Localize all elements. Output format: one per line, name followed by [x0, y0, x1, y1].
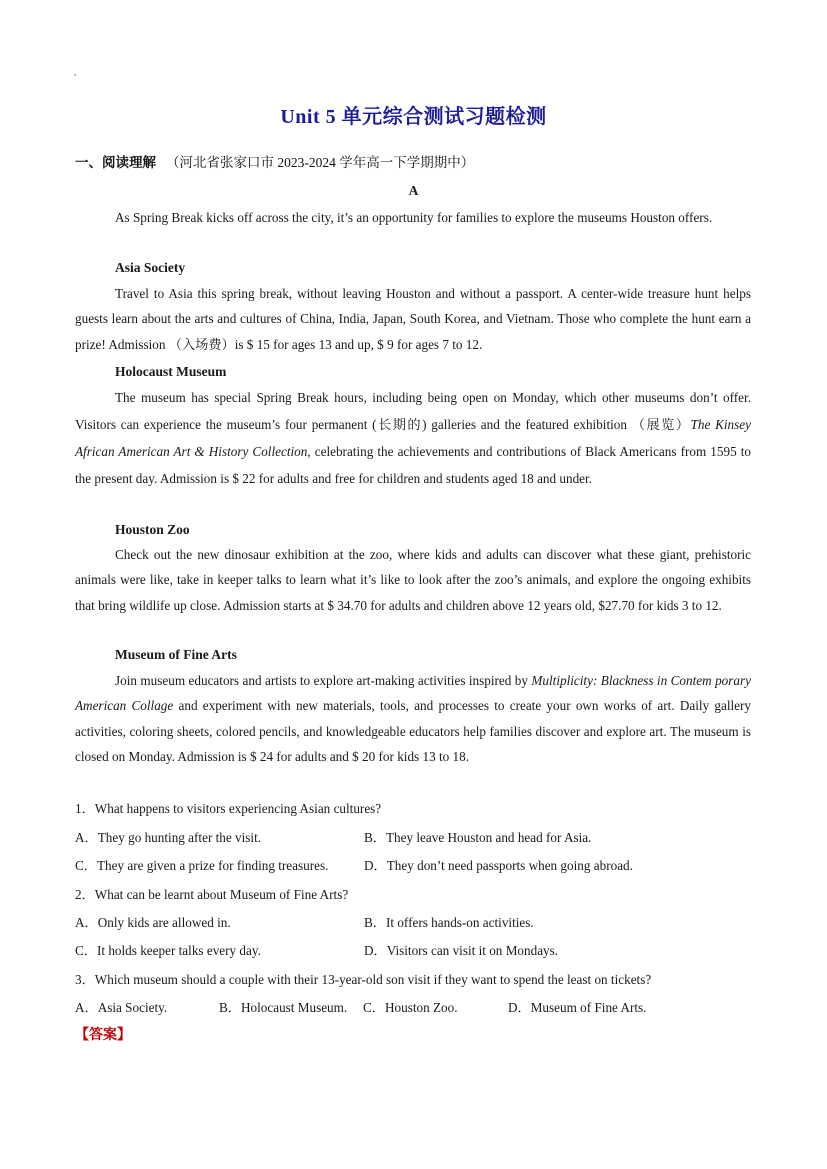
venue-heading-fine-arts: Museum of Fine Arts — [115, 647, 237, 662]
fine-arts-text-after: and experiment with new materials, tools, and processes to create your own works of art. Daily gallery activities, coloring sheets, colored pencils, and knowledgeable educators help families discover and explore art. The museum is closed on Monday. Admission is $ 24 for adults and $ 20 for kids 13 to 18. — [75, 698, 752, 765]
question-1-option-a: A．They go hunting after the visit. — [75, 830, 262, 845]
question-2-option-d: D．Visitors can visit it on Mondays. — [364, 943, 559, 958]
question-3-stem: 3．Which museum should a couple with their 13-year-old son visit if they want to spend the least on tickets? — [75, 972, 652, 987]
venue-text-holocaust-museum — [75, 384, 751, 492]
intro-paragraph: As Spring Break kicks off across the city, it’s an opportunity for families to explore the museums Houston offers. — [115, 210, 713, 225]
section-source: （河北省张家口市 2023-2024 学年高一下学期期中） — [166, 155, 475, 170]
question-3-option-a: A．Asia Society. — [75, 1000, 168, 1015]
question-3-option-d: D．Museum of Fine Arts. — [508, 1000, 647, 1015]
fine-arts-text-before: Join museum educators and artists to explore art-making activities inspired by — [115, 673, 532, 688]
venue-text-houston-zoo: Check out the new dinosaur exhibition at the zoo, where kids and adults can discover what these giant, prehistoric animals were like, take in keeper talks to learn what it’s like to look after the zoo’s animals, and explore the ongoing exhibits that bring wildlife up close. Admission starts at $ 34.70 for adults and children above 12 years old, $27.70 for kids 3 to 12. — [75, 547, 751, 613]
question-1-option-d: D．They don’t need passports when going abroad. — [364, 858, 633, 873]
question-1-option-b: B．They leave Houston and head for Asia. — [364, 830, 592, 845]
answer-tag: 【答案】 — [75, 1027, 131, 1043]
question-2-option-a: A．Only kids are allowed in. — [75, 915, 231, 930]
document-title: Unit 5 单元综合测试习题检测 — [280, 106, 547, 128]
question-1-stem: 1．What happens to visitors experiencing Asian cultures? — [75, 801, 382, 816]
question-2-option-b: B．It offers hands-on activities. — [364, 915, 534, 930]
venue-text-fine-arts — [75, 668, 751, 770]
question-3-option-b: B．Holocaust Museum. — [219, 1000, 348, 1015]
venue-text-asia-society: Travel to Asia this spring break, without leaving Houston and without a passport. A center-wide treasure hunt helps guests learn about the arts and cultures of China, India, Japan, South Korea, and Vietnam. Those who complete the hunt earn a prize! Admission （入场费）is $ 15 for ages 13 and up, $ 9 for ages 7 to 12. — [75, 286, 751, 352]
question-3-option-c: C．Houston Zoo. — [363, 1000, 458, 1015]
corner-mark — [74, 74, 76, 76]
venue-heading-holocaust-museum: Holocaust Museum — [115, 364, 227, 379]
holocaust-exhibition-title: The Kinsey African American Art & History Collection — [75, 417, 751, 459]
question-2-option-c: C．It holds keeper talks every day. — [75, 943, 261, 958]
passage-label: A — [408, 183, 419, 198]
section-title: 一、阅读理解 — [75, 155, 156, 170]
venue-heading-asia-society: Asia Society — [115, 260, 186, 275]
venue-heading-houston-zoo: Houston Zoo — [115, 522, 190, 537]
question-2-stem: 2．What can be learnt about Museum of Fine Arts? — [75, 887, 349, 902]
holocaust-text-after: , celebrating the achievements and contributions of Black Americans from 1595 to the present day. Admission is $ 22 for adults and free for children and students aged 18 and under. — [75, 444, 752, 486]
fine-arts-exhibition-title: Multiplicity: Blackness in Contem porary American Collage — [75, 673, 751, 714]
holocaust-text-before: The museum has special Spring Break hours, including being open on Monday, which other museums don’t offer. Visitors can experience the museum’s four permanent (长期的) galleries and the featured exhibition （展览） — [75, 390, 751, 432]
question-1-option-c: C．They are given a prize for finding treasures. — [75, 858, 329, 873]
section-heading — [75, 151, 474, 171]
